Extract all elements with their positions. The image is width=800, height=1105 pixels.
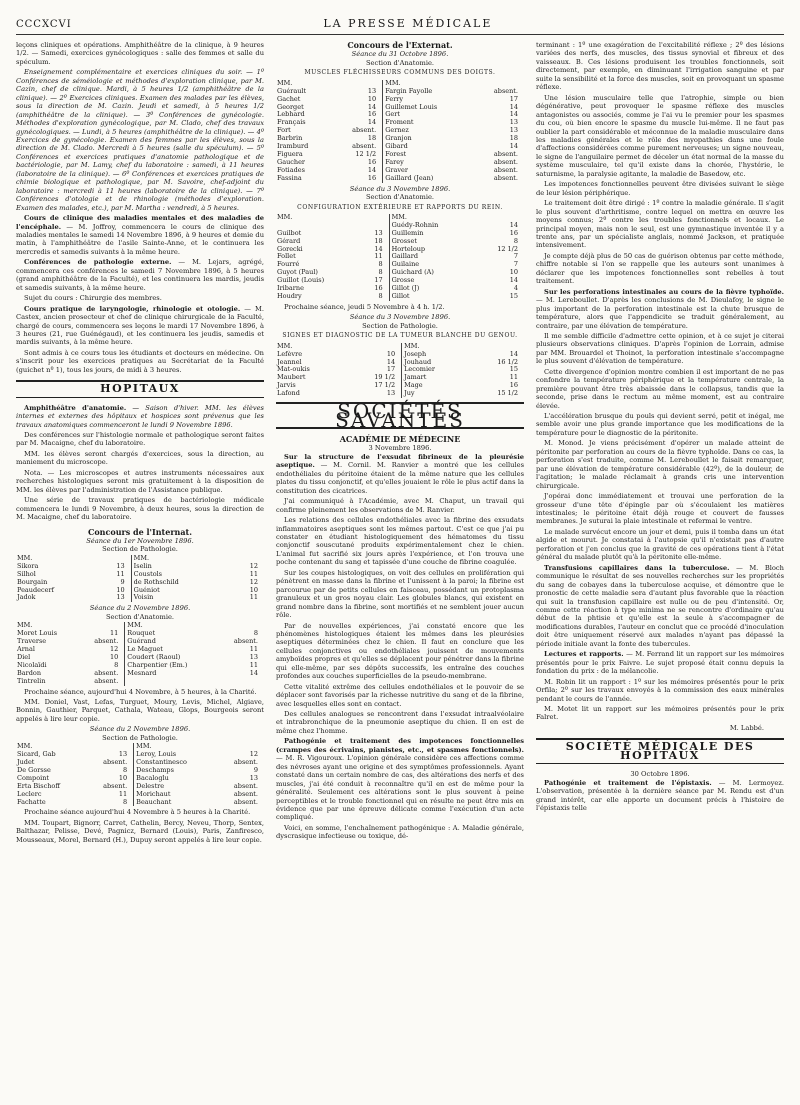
score-cell: 8 <box>123 797 128 806</box>
score-cell: absent. <box>233 758 258 767</box>
results-table <box>16 743 264 806</box>
name-cell: Guérand <box>127 637 156 646</box>
name-cell: Lebhard <box>277 110 305 119</box>
name-cell: Fotiades <box>277 165 305 174</box>
name-cell: Guillot (Louis) <box>277 276 325 285</box>
score-cell: 9 <box>253 765 258 774</box>
score-cell: 16 <box>509 228 518 237</box>
name-cell: Ferry <box>385 94 404 103</box>
score-cell: absent. <box>233 789 258 798</box>
score-cell: absent. <box>352 126 377 135</box>
score-cell: absent. <box>352 142 377 151</box>
name-cell: Gernez <box>385 126 409 135</box>
table-row <box>16 799 264 807</box>
paragraph: Sont admis à ce cours tous les étudiants et docteurs en médecine. On s'inscrit pour les exercices pratiques au Secrétariat de la Faculté (guichet nº 1), tous les jours, de midi à 3 heures. <box>16 348 264 374</box>
page-number: CCCXCVI <box>16 19 72 30</box>
name-cell: Granjon <box>385 134 412 143</box>
name-cell: Tintrelin <box>17 676 46 685</box>
name-cell: Gert <box>385 110 400 119</box>
session-section: Section d'Anatomie. <box>365 58 435 67</box>
paragraph: Sur les perforations intestinales au cours de la fièvre typhoïde. — M. Lereboullet. D'après les conclusions de M. Dieulafoy, le signe le plus important de la perforation intestinale est la chute brusque de température, alors que l'appendicite se traduit généralement, au contraire, par une élévation de température. <box>536 287 784 330</box>
paragraph: Amphithéâtre d'anatomie. — Saison d'hiver. MM. les élèves internes et externes des hôpitaux et hospices sont prévenus que les travaux anatomiques commenceront le lundi 9 Novembre 1896. <box>16 403 264 429</box>
score-cell: 13 <box>116 561 125 570</box>
score-cell: absent. <box>94 676 119 685</box>
score-cell: 17 1/2 <box>374 381 396 390</box>
name-cell: Guérault <box>277 86 307 95</box>
paragraph: Sur la structure de l'exsudat fibrineux de la pleurésie aseptique. — M. Cornil. M. Ranvier a montré que les cellules endothéliales du péritoine étaient de la même nature que les cellules plates du tissu conjonctif, et qu'elles jouaient le rôle le plus actif dans la constitution des cicatrices. <box>276 452 524 495</box>
paragraph: Transfusions capillaires dans la tuberculose. — M. Bloch communique le résultat de ses nouvelles recherches sur les propriétés du sang de cobayes dans la tuberculose acquise, et démontre que le pronostic de cette maladie sera d'autant plus favorable que la réaction qui suit la transfusion capillaire est nulle ou de peu d'intensité. Or, comme cette réaction à type minima ne se rencontre d'ordinaire qu'au début de la phtisie et qu'elle est la seule à s'accompagner de modifications durables, l'auteur en conclut que ce procédé d'inoculation doit être uniquement réservé aux malades n'ayant pas dépassé la période initiale avant la fonte des tubercules. <box>536 563 784 648</box>
paragraph: Des cellules analogues se rencontrent dans l'exsudat intraalvéolaire et intrabronchique de la pneumonie aseptique du chien. Il en est de même chez l'homme. <box>276 710 524 735</box>
name-cell: Charpentier (Em.) <box>127 660 188 669</box>
session-section: Section d'Anatomie. <box>105 612 175 621</box>
session-date: 30 Octobre 1896. <box>630 770 690 779</box>
score-cell: absent. <box>94 668 119 677</box>
score-cell: absent. <box>233 781 258 790</box>
paragraph: Enseignement complémentaire et exercices cliniques du soir. — 1º Conférences de séméiologie et méthodes d'exploration clinique, par M. Cazin, chef de clinique. Mardi, à 5 heures 1/2 (amphithéâtre de la clinique). — 2º Exercices cliniques. Examen des malades par les élèves, sous la direction de M. Cazin. Jeudi et samedi, à 5 heures 1/2 (amphithéâtre de la clinique). — 3º Conférences de gynécologie. Méthodes d'exploration gynécologique, par M. Clado, chef des travaux gynécologiques. — Lundi, à 5 heures (amphithéâtre de la clinique). — 4º Exercices de gynécologie. Examen des femmes par les élèves, sous la direction de M. Clado. Mercredi à 5 heures (salle du spéculum). — 5º Conférences et exercices pratiques d'anatomie pathologique et de bactériologie, par M. Lamy, chef du laboratoire : samedi, à 11 heures (laboratoire de la clinique). — 6º Conférences et exercices pratiques de chimie biologique et pathologique, par M. Savoire, chef-adjoint du laboratoire : mercredi à 11 heures (laboratoire de la clinique). — 7º Conférences d'otologie et de rhinologie (méthodes d'exploration. Examen des malades, etc.), par M. Martha : vendredi, à 5 heures. <box>16 68 264 212</box>
name-cell: Gorecki <box>277 244 303 253</box>
name-cell: Beauchant <box>136 797 172 806</box>
table-row <box>276 359 524 367</box>
name-cell: Barbrin <box>277 134 303 143</box>
score-cell: 14 <box>367 165 377 174</box>
section-title-hopitaux: HOPITAUX <box>16 380 264 397</box>
score-cell: 14 <box>367 118 377 127</box>
paragraph: leçons cliniques et opérations. Amphithéâtre de la clinique, à 9 heures 1/2. — Samedi, exercices gynécologiques : salle des femmes et salle du spéculum. <box>16 41 264 66</box>
name-cell: Jarvis <box>277 381 296 390</box>
name-cell: Guéniot <box>133 585 160 594</box>
session-date: Séance du 3 Novembre 1896. <box>349 313 451 322</box>
name-cell: Constantinesco <box>136 758 187 767</box>
paragraph: Prochaine séance, aujourd'hui 4 Novembre, à 5 heures, à la Charité. <box>24 687 257 696</box>
score-cell: 11 <box>249 660 258 669</box>
score-cell: 14 <box>509 142 518 151</box>
name-cell: Jamart <box>404 373 427 382</box>
name-cell: Traverse <box>17 637 47 646</box>
score-cell: absent. <box>493 157 518 166</box>
score-cell: 12 <box>249 577 258 586</box>
table-row <box>276 293 524 301</box>
score-cell: 14 <box>509 349 518 358</box>
score-cell: 10 <box>386 349 396 358</box>
score-cell: 12 <box>110 644 119 653</box>
name-cell: Georget <box>277 102 304 111</box>
session-date: Séance du 2 Novembre 1896. <box>89 725 191 734</box>
score-cell: 12 <box>249 561 258 570</box>
score-cell: 13 <box>249 773 258 782</box>
table-row <box>16 678 264 686</box>
session-date: Séance du 1er Novembre 1896. <box>86 537 194 546</box>
score-cell: 8 <box>114 660 119 669</box>
name-cell: Guichard (A) <box>391 268 434 277</box>
paragraph: M. Motet lit un rapport sur les mémoires présentés pour le prix Falret. <box>536 704 784 722</box>
name-cell: Delestre <box>136 781 165 790</box>
score-cell: 12 <box>249 750 258 759</box>
name-cell: Guilaine <box>391 260 420 269</box>
table-header: MM. MM. <box>277 78 401 87</box>
score-cell: 8 <box>378 292 383 301</box>
score-cell: absent. <box>103 781 128 790</box>
name-cell: Juy <box>404 389 415 398</box>
column-1 <box>16 41 264 1099</box>
exam-subject: SIGNES ET DIAGNOSTIC DE LA TUMEUR BLANCHE DU GENOU. <box>282 332 518 340</box>
score-cell: 14 <box>386 357 396 366</box>
score-cell: 14 <box>249 668 258 677</box>
paragraph: MM. Toupart, Bignorr, Carret, Cathelin, Bercy, Neveu, Thorp, Sentex, Balthazar, Pelisse, Devé, Pagnicz, Bernard (Louis), Paris, Zanfiresco, Mousseaux, Morel, Bernard (H.), Dupuy seront appelés à lire leur copie. <box>16 818 264 844</box>
score-cell: 16 <box>509 381 518 390</box>
name-cell: Moret Louis <box>17 629 58 638</box>
score-cell: 11 <box>249 569 258 578</box>
paragraph: Prochaine séance aujourd'hui 4 Novembre à 5 heures à la Charité. <box>24 808 251 817</box>
name-cell: Jadok <box>17 593 36 602</box>
table-row <box>276 351 524 359</box>
name-cell: Gaucher <box>277 157 306 166</box>
paragraph: Conférences de pathologie externe. — M. Lejars, agrégé, commencera ces conférences le samedi 7 Novembre 1896, à 5 heures (grand amphithéâtre de la Faculté), et les continuera les mardis, jeudis et samedis suivants, à la même heure. <box>16 258 264 292</box>
session-section: Section de Pathologie. <box>362 321 438 330</box>
paragraph: Cours pratique de laryngologie, rhinologie et otologie. — M. Castex, ancien prosecteur et chef de clinique chirurgicale de la Faculté, chargé de cours, commencera ses leçons le mardi 17 Novembre 1896, à 3 heures (21, rue Guénégaud), et les continuera les jeudis, samedis et mardis suivants, à la même heure. <box>16 304 264 347</box>
paragraph: MM. les élèves seront chargés d'exercices, sous la direction, au maniement du microscope. <box>16 449 264 467</box>
paragraph: Le traitement doit être dirigé : 1º contre la maladie générale. Il s'agit le plus souvent d'arthritisme, contre lequel on mettra en œuvre les moyens connus; 2º contre les troubles fonctionnels et locaux. Le principal moyen, mais non le seul, est une gymnastique inventée il y a trente ans, par un spécialiste anglais, nommé Jackson, et pratiquée intensivement. <box>536 199 784 250</box>
table-row <box>276 390 524 398</box>
paragraph: Prochaine séance, jeudi 5 Novembre à 4 h. 1/2. <box>284 302 445 311</box>
paragraph: terminant : 1º une exagération de l'excitabilité réflexe ; 2º des lésions variées des nerfs, des muscles, des tissus synovial et fibreux et des vaisseaux. B. Ces lésions produisent les troubles fonctionnels, soit directement, par exemple, en diminuant l'irrigation sanguine et par suite la sensibilité et la force des muscles, soit en provoquant un spasme réflexe. <box>536 41 784 92</box>
score-cell: 17 <box>386 365 396 374</box>
name-cell: Graver <box>385 165 408 174</box>
name-cell: Gaillard (Jean) <box>385 173 434 182</box>
name-cell: Mat-oukis <box>277 365 310 374</box>
name-cell: Guillemin <box>391 228 424 237</box>
name-cell: Gillot <box>391 292 410 301</box>
exam-subject: MUSCLES FLÉCHISSEURS COMMUNS DES DOIGTS. <box>304 69 496 77</box>
name-cell: Froment <box>385 118 414 127</box>
name-cell: Houdry <box>277 292 302 301</box>
section-title-smh: SOCIÉTÉ MÉDICALE DES HOPITAUX <box>536 738 784 764</box>
name-cell: Nicolaïdi <box>17 660 47 669</box>
score-cell: 11 <box>110 629 119 638</box>
name-cell: Jouhaud <box>404 357 432 366</box>
name-cell: Maubert <box>277 373 306 382</box>
score-cell: 16 1/2 <box>497 357 518 366</box>
name-cell: Gérard <box>277 236 301 245</box>
name-cell: Mage <box>404 381 423 390</box>
name-cell: Deschamps <box>136 765 174 774</box>
paragraph: Par de nouvelles expériences, j'ai constaté encore que les phénomènes histologiques étaient les mêmes dans les pleurésies aseptiques déterminées chez le chien. Il faut en conclure que les cellules conjonctives ou endothéliales jouissent de mouvements amyboïdes propres et qu'elles se déplacent pour pénétrer dans la fibrine qui elle-même, par ses dépôts successifs, les entraîne des couches profondes aux couches superficielles de la pseudo-membrane. <box>276 621 524 681</box>
name-cell: Rouquet <box>127 629 156 638</box>
name-cell: Fourré <box>277 260 300 269</box>
results-table <box>16 555 264 602</box>
paragraph: Pathogénie et traitement des impotences fonctionnelles (crampes des écrivains, pianistes, etc., et spasmes fonctionnels). — M. R. Vigouroux. L'opinion générale considère ces affections comme des névroses ayant une origine et des symptômes professionnels. Ayant constaté dans un certain nombre de cas, des altérations des nerfs et des muscles, j'ai été conduit à reconnaître qu'il en est de même pour la généralité. Seulement ces altérations sont le plus souvent à peine perceptibles et le trouble fonctionnel qui en résulte ne peut être mis en évidence que par une épreuve délicate comme l'exécution d'un acte compliqué. <box>276 737 524 822</box>
name-cell: Lecomier <box>404 365 436 374</box>
name-cell: Figuera <box>277 149 303 158</box>
name-cell: Iribarne <box>277 284 304 293</box>
score-cell: absent. <box>103 758 128 767</box>
table-header: MM. MM. <box>17 742 152 751</box>
score-cell: absent. <box>493 173 518 182</box>
session-section: Section d'Anatomie. <box>365 193 435 202</box>
score-cell: 13 <box>374 228 383 237</box>
score-cell: 8 <box>513 236 518 245</box>
name-cell: Sikora <box>17 561 39 570</box>
name-cell: Silhol <box>17 569 36 578</box>
session-date: Séance du 3 Novembre 1896. <box>349 184 451 193</box>
table-row <box>276 104 524 112</box>
name-cell: Forest <box>385 149 407 158</box>
score-cell: 7 <box>513 260 518 269</box>
paragraph: M. Monod. Je viens précisément d'opérer un malade atteint de péritonite par perforation au cours de la fièvre typhoïde. Dans ce cas, la perforation s'est traduite, comme M. Lereboullet le faisait remarquer, par une élévation de température considérable (42º), de la douleur, de l'agitation; le malade réclamait à grands cris une intervention chirurgicale. <box>536 439 784 490</box>
score-cell: 16 <box>367 110 377 119</box>
score-cell: 10 <box>509 268 518 277</box>
name-cell: Guédy-Rohnin <box>391 220 439 229</box>
name-cell: Guillemet Louis <box>385 102 438 111</box>
name-cell: Leroy, Louis <box>136 750 177 759</box>
paragraph: Cette vitalité extrême des cellules endothéliales et le pouvoir de se déplacer sont favorisés par la richesse nutritive du sang et de la fibrine, avec lesquelles elles sont en contact. <box>276 682 524 708</box>
score-cell: 14 <box>509 110 518 119</box>
score-cell: 13 <box>367 86 377 95</box>
score-cell: 11 <box>118 789 128 798</box>
paragraph: Nota. — Les microscopes et autres instruments nécessaires aux recherches histologiques seront mis gratuitement à la disposition de MM. les élèves par l'administration de l'Assistance publique. <box>16 468 264 494</box>
exam-subject: CONFIGURATION EXTÉRIEURE ET RAPPORTS DU REIN. <box>297 203 503 211</box>
score-cell: 13 <box>509 118 518 127</box>
name-cell: Fargin Fayolle <box>385 86 433 95</box>
score-cell: 8 <box>378 260 383 269</box>
score-cell: absent. <box>233 637 258 646</box>
score-cell: 8 <box>378 268 383 277</box>
table-row <box>16 594 264 602</box>
score-cell: 13 <box>509 126 518 135</box>
session-section: Section de Pathologie. <box>102 733 178 742</box>
name-cell: Bacaloglu <box>136 773 169 782</box>
name-cell: Français <box>277 118 306 127</box>
paragraph: Cours de clinique des maladies mentales et des maladies de l'encéphale. — M. Joffroy, commencera le cours de clinique des maladies mentales le samedi 14 Novembre 1896, à 9 heures et demie du matin, à l'amphithéâtre de l'asile Sainte-Anne, et le continuera les mercredis et samedis suivants à la même heure. <box>16 214 264 256</box>
column-2 <box>276 41 524 1099</box>
paragraph: Sur les coupes histologiques, on voit des cellules en prolifération qui pénètrent en masse dans la fibrine et l'unissent à la paroi; la fibrine est parcourue par de petits cellules en faisceau, possédant un protoplasma granuleux et un gros noyau clair. Les globules blancs, qui existent en grand nombre dans la fibrine, sont mortifiés et ne semblent jouer aucun rôle. <box>276 568 524 620</box>
name-cell: Gillot (J) <box>391 284 420 293</box>
results-table <box>16 622 264 685</box>
paragraph: J'opérai donc immédiatement et trouvai une perforation de la grosseur d'une tête d'épingle par où s'écoulaient les matières intestinales; le péritoine était déjà rouge et couvert de fausses membranes. Je suturai la plaie intestinale et refermai le ventre. <box>536 492 784 526</box>
results-table <box>276 214 524 301</box>
score-cell: 16 <box>367 173 377 182</box>
name-cell: Arnal <box>17 644 35 653</box>
score-cell: 14 <box>367 102 377 111</box>
name-cell: Joseph <box>404 349 427 358</box>
name-cell: Farey <box>385 157 404 166</box>
name-cell: Gachet <box>277 94 301 103</box>
name-cell: Compoint <box>17 773 50 782</box>
name-cell: Grosse <box>391 276 415 285</box>
score-cell: 15 <box>509 365 518 374</box>
table-row <box>276 382 524 390</box>
score-cell: 4 <box>513 284 518 293</box>
name-cell: Iselin <box>133 561 152 570</box>
score-cell: absent. <box>493 86 518 95</box>
paragraph: Pathogénie et traitement de l'épistaxis. — M. Lermoyez. L'observation, présentée à la dernière séance par M. Rendu est d'un grand intérêt, car elle apporte un document précis à l'histoire de l'épistaxis telle <box>536 778 784 813</box>
journal-title: LA PRESSE MÉDICALE <box>323 17 493 30</box>
session-date: Séance du 31 Octobre 1896. <box>351 50 449 59</box>
score-cell: 11 <box>249 593 258 602</box>
name-cell: Lefèvre <box>277 349 303 358</box>
name-cell: Diel <box>17 652 31 661</box>
paragraph: Je compte déjà plus de 50 cas de guérison obtenus par cette méthode, chiffre notable si l'on se rappelle que les auteurs sont unanimes à déclarer que les impotences fonctionnelles sont rebelles à tout traitement. <box>536 251 784 286</box>
score-cell <box>218 678 264 686</box>
table-row <box>276 175 524 183</box>
score-cell: absent. <box>94 637 119 646</box>
score-cell: 18 <box>509 134 518 143</box>
name-cell: Fachatte <box>17 797 46 806</box>
score-cell: 13 <box>249 652 258 661</box>
paragraph: Voici, en somme, l'enchaînement pathogénique : A. Maladie générale, dyscrasique infectieuse ou toxique, dé- <box>276 823 524 841</box>
session-date: 3 Novembre 1896. <box>368 444 432 453</box>
score-cell: 10 <box>110 652 119 661</box>
score-cell: 8 <box>123 765 128 774</box>
score-cell: 10 <box>367 94 377 103</box>
signature: M. Labbé. <box>729 723 764 732</box>
score-cell: 16 <box>374 284 383 293</box>
paragraph: Le malade survécut encore un jour et demi, puis il tomba dans un état algide et mourut. Je constatai à l'autopsie qu'il n'existait pas d'autre perforation et j'en conclus que la gravité de ces opérations tient à l'état général du malade plutôt qu'à la péritonite elle-même. <box>536 527 784 562</box>
paragraph: L'accélération brusque du pouls qui devient serré, petit et inégal, me semble avoir une plus grande importance que les modifications de la température pour le diagnostic de la péritonite. <box>536 412 784 437</box>
name-cell: Iramburd <box>277 142 309 151</box>
score-cell: 11 <box>249 644 258 653</box>
score-cell: 19 1/2 <box>374 373 396 382</box>
name-cell: Jeannel <box>277 357 302 366</box>
score-cell: 12 1/2 <box>497 244 518 253</box>
score-cell: 17 <box>509 94 518 103</box>
name-cell: Grosset <box>391 236 417 245</box>
score-cell: 11 <box>374 252 383 261</box>
paragraph: J'ai communiqué à l'Académie, avec M. Chaput, un travail qui confirme pleinement les observations de M. Ranvier. <box>276 497 524 514</box>
name-cell: de Rothschild <box>133 577 179 586</box>
paragraph: Une lésion musculaire telle que l'atrophie, simple ou bien dégénérative, peut provoquer le spasme réflexe des muscles antagonistes ou associés, comme je l'ai vu le premier pour les spasmes du cou, où bien encore le spasme du muscle lui-même. Il ne faut pas oublier la part considérable et méconnue de la maladie musculaire dans les maladies générales et le rôle des myopathies dans une foule d'affections considérées comme purement nerveuses; un signe nouveau, le signe de l'anguilaire permet de déceler un état normal de la masse du système musculaire, tel qu'il existe dans la chorée, l'hystérie, le saturnisme, la paralysie agitante, la maladie de Basedow, etc. <box>536 93 784 178</box>
name-cell: Morichaut <box>136 789 171 798</box>
score-cell: 11 <box>509 373 518 382</box>
page-header <box>8 0 792 32</box>
results-table <box>276 80 524 183</box>
table-row <box>276 374 524 382</box>
paragraph: Les relations des cellules endothéliales avec la fibrine des exsudats inflammatoires aseptiques sont les mêmes partout. C'est ce que j'ai pu constater en étudiant histologiquement des hématomes du tissu conjonctif souscutané produits expérimentalement chez le chien. L'animal fut sacrifié six jours après l'expérience, et l'on trouva une poche contenant du sang et tapissée d'une couche de fibrine coagulée. <box>276 516 524 567</box>
name-cell: Peaudecerf <box>17 585 54 594</box>
name-cell: Fassina <box>277 173 302 182</box>
name-cell: Fort <box>277 126 291 135</box>
score-cell: 15 <box>509 292 518 301</box>
subsection-title: ACADÉMIE DE MÉDECINE <box>339 433 461 444</box>
name-cell: Bardon <box>17 668 42 677</box>
score-cell: 7 <box>513 252 518 261</box>
session-date: Séance du 2 Novembre 1896. <box>89 604 191 613</box>
paragraph: Des conférences sur l'histologie normale et pathologique seront faites par M. Macaigne, chef du laboratoire. <box>16 431 264 448</box>
score-cell: 12 1/2 <box>355 149 377 158</box>
table-row <box>276 366 524 374</box>
score-cell: 13 <box>116 593 125 602</box>
score-cell: 17 <box>374 276 383 285</box>
score-cell: 15 1/2 <box>497 389 518 398</box>
subsection-title: Concours de l'Externat. <box>347 41 453 50</box>
score-cell: 10 <box>116 585 125 594</box>
name-cell: Mesnard <box>127 668 157 677</box>
name-cell: Gaillard <box>391 252 419 261</box>
score-cell: 11 <box>116 569 125 578</box>
subsection-title: Concours de l'Internat. <box>87 526 193 537</box>
paragraph: MM. Doniel, Vast, Lefas, Turguet, Moury, Levis, Michel, Algiave, Bonnin, Gauthier, Parquet, Cathala, Wateau, Glops, Bourgeois seront appelés à lire leur copie. <box>16 697 264 723</box>
score-cell: 13 <box>118 750 128 759</box>
score-cell: 10 <box>118 773 128 782</box>
paragraph: Une série de travaux pratiques de bactériologie médicale commencera le lundi 9 Novembre, à deux heures, sous la direction de M. Macaigne, chef du laboratoire. <box>16 496 264 522</box>
score-cell: 14 <box>509 220 518 229</box>
name-cell <box>126 678 218 686</box>
name-cell: Guyot (Paul) <box>277 268 318 277</box>
score-cell: 10 <box>249 585 258 594</box>
score-cell: 16 <box>367 157 377 166</box>
score-cell: 18 <box>367 134 377 143</box>
paragraph: Sujet du cours : Chirurgie des membres. <box>24 294 162 303</box>
score-cell: 18 <box>374 236 383 245</box>
name-cell: Guilbot <box>277 228 302 237</box>
table-header: MM. MM. <box>277 341 420 350</box>
name-cell: Gibard <box>385 142 408 151</box>
score-cell: 9 <box>120 577 125 586</box>
name-cell: Follet <box>277 252 296 261</box>
session-section: Section de Pathologie. <box>102 545 178 554</box>
name-cell: Sicard, Gab <box>17 750 56 759</box>
score-cell: 14 <box>374 244 383 253</box>
table-header: MM. MM. <box>17 553 150 562</box>
paragraph: Cette divergence d'opinion montre combien il est important de ne pas confondre la température périphérique et la température centrale, la première pouvant être très abaissée dans le collapsus, tandis que la seconde, prise dans le rectum au même moment, est au contraire élevée. <box>536 367 784 410</box>
name-cell: Judet <box>17 758 35 767</box>
score-cell: 8 <box>253 629 258 638</box>
score-cell: absent. <box>233 797 258 806</box>
name-cell: Coustols <box>133 569 163 578</box>
table-header: MM. MM. <box>17 621 143 630</box>
score-cell: 13 <box>386 389 396 398</box>
results-table <box>276 343 524 398</box>
name-cell: Coudert (Raoul) <box>127 652 181 661</box>
table-row <box>16 670 264 678</box>
name-cell: Horteloup <box>391 244 426 253</box>
score-cell: absent. <box>493 165 518 174</box>
section-title-societes: SOCIÉTÉS SAVANTES <box>276 402 524 429</box>
score-cell: absent. <box>493 149 518 158</box>
paragraph: Lectures et rapports. — M. Ferrand lit un rapport sur les mémoires présentés pour le prix Faivre. Le sujet proposé était connu depuis la fondation du prix : de la mélancolie. <box>536 650 784 676</box>
paragraph: Les impotences fonctionnelles peuvent être divisées suivant le siège de leur lésion périphérique. <box>536 180 784 197</box>
score-cell: 14 <box>509 102 518 111</box>
name-cell: Voisin <box>133 593 154 602</box>
name-cell: Bourgain <box>17 577 48 586</box>
paragraph: Il me semble difficile d'admettre cette opinion, et à ce sujet je citerai plusieurs observations cliniques. D'après l'opinion de Lorrain, admise par MM. Brouardel et Thoinot, la perforation intestinale s'accompagne le plus souvent d'élévation de température. <box>536 331 784 366</box>
name-cell: De Gorsse <box>17 765 51 774</box>
name-cell: Le Maguet <box>127 644 163 653</box>
name-cell: Lafond <box>277 389 300 398</box>
paragraph: M. Robin lit un rapport : 1º sur les mémoires présentés pour le prix Orfila; 2º sur les travaux envoyés à la commission des eaux minérales pendant le cours de l'année. <box>536 677 784 703</box>
score-cell: 14 <box>509 276 518 285</box>
column-3 <box>536 41 784 1099</box>
table-header: MM. MM. <box>277 212 407 221</box>
name-cell: Leclerc <box>17 789 42 798</box>
name-cell: Erta Bischoff <box>17 781 60 790</box>
